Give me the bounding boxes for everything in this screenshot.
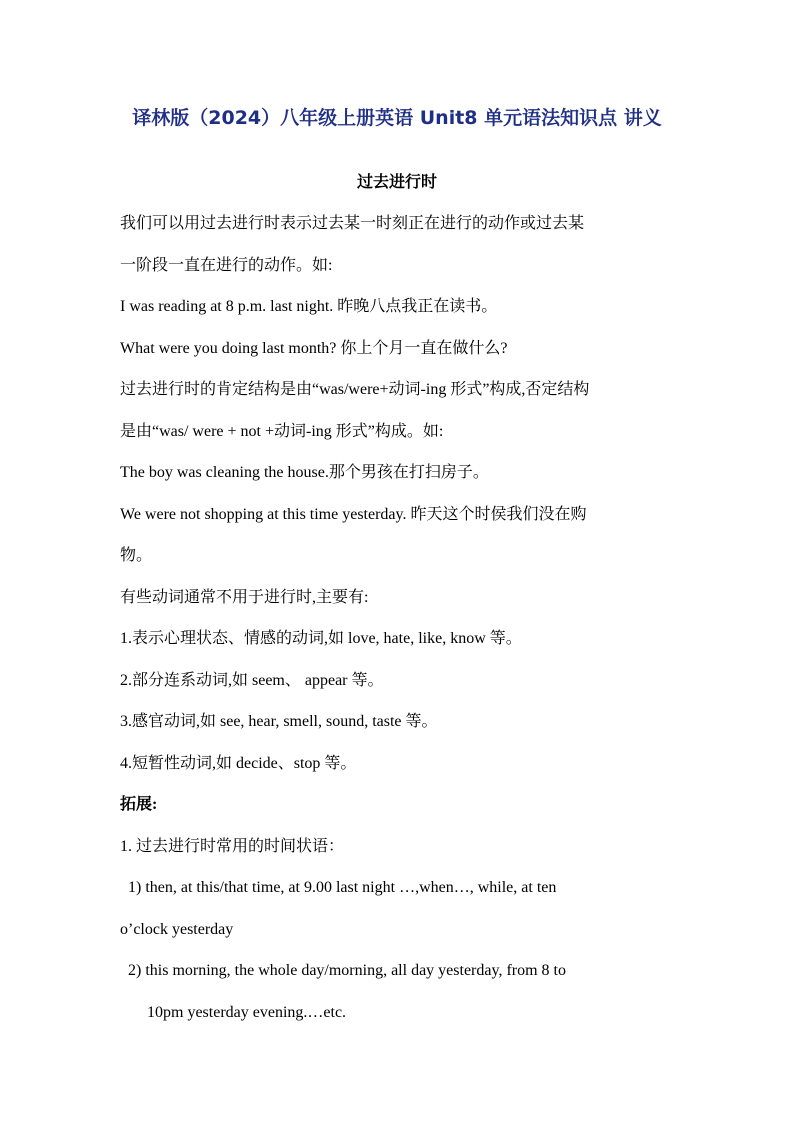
example-sentence: The boy was cleaning the house.那个男孩在打扫房子。: [120, 464, 489, 481]
sub-list-item: 1) then, at this/that time, at 9.00 last night …,when…, while, at ten: [128, 879, 557, 896]
list-item: 2.部分连系动词,如 seem、 appear 等。: [120, 671, 384, 689]
list-item: 3.感官动词,如 see, hear, smell, sound, taste 等。: [120, 713, 438, 730]
section-title: 过去进行时: [356, 172, 437, 191]
body-paragraph: 过去进行时的肯定结构是由“was/were+动词-ing 形式”构成,否定结构: [120, 381, 590, 398]
body-paragraph: 是由“was/ were + not +动词-ing 形式”构成。如:: [120, 422, 444, 440]
body-paragraph: 有些动词通常不用于进行时,主要有:: [120, 588, 369, 606]
example-sentence: What were you doing last month? 你上个月一直在做什么?: [120, 339, 508, 357]
body-paragraph: 一阶段一直在进行的动作。如:: [120, 256, 333, 274]
example-sentence: 物。: [120, 547, 153, 564]
sub-list-item: 2) this morning, the whole day/morning, all day yesterday, from 8 to: [128, 962, 566, 979]
extension-heading: 拓展:: [120, 796, 158, 813]
document-body: [120, 208, 685, 1038]
list-item: 1. 过去进行时常用的时间状语：: [120, 837, 345, 855]
example-sentence: I was reading at 8 p.m. last night. 昨晚八点我正在读书。: [120, 298, 498, 315]
sub-list-item-continuation: 10pm yesterday evening.…etc.: [147, 1003, 347, 1021]
list-item: 1.表示心理状态、情感的动词,如 love, hate, like, know 等。: [120, 630, 522, 647]
body-paragraph: 我们可以用过去进行时表示过去某一时刻正在进行的动作或过去某: [120, 215, 585, 232]
example-sentence: We were not shopping at this time yesterday. 昨天这个时侯我们没在购: [120, 505, 587, 523]
sub-list-item-continuation: o’clock yesterday: [120, 920, 234, 938]
list-item: 4.短暂性动词,如 decide、stop 等。: [120, 754, 357, 772]
document-title: 译林版（2024）八年级上册英语 Unit8 单元语法知识点 讲义: [132, 107, 662, 129]
